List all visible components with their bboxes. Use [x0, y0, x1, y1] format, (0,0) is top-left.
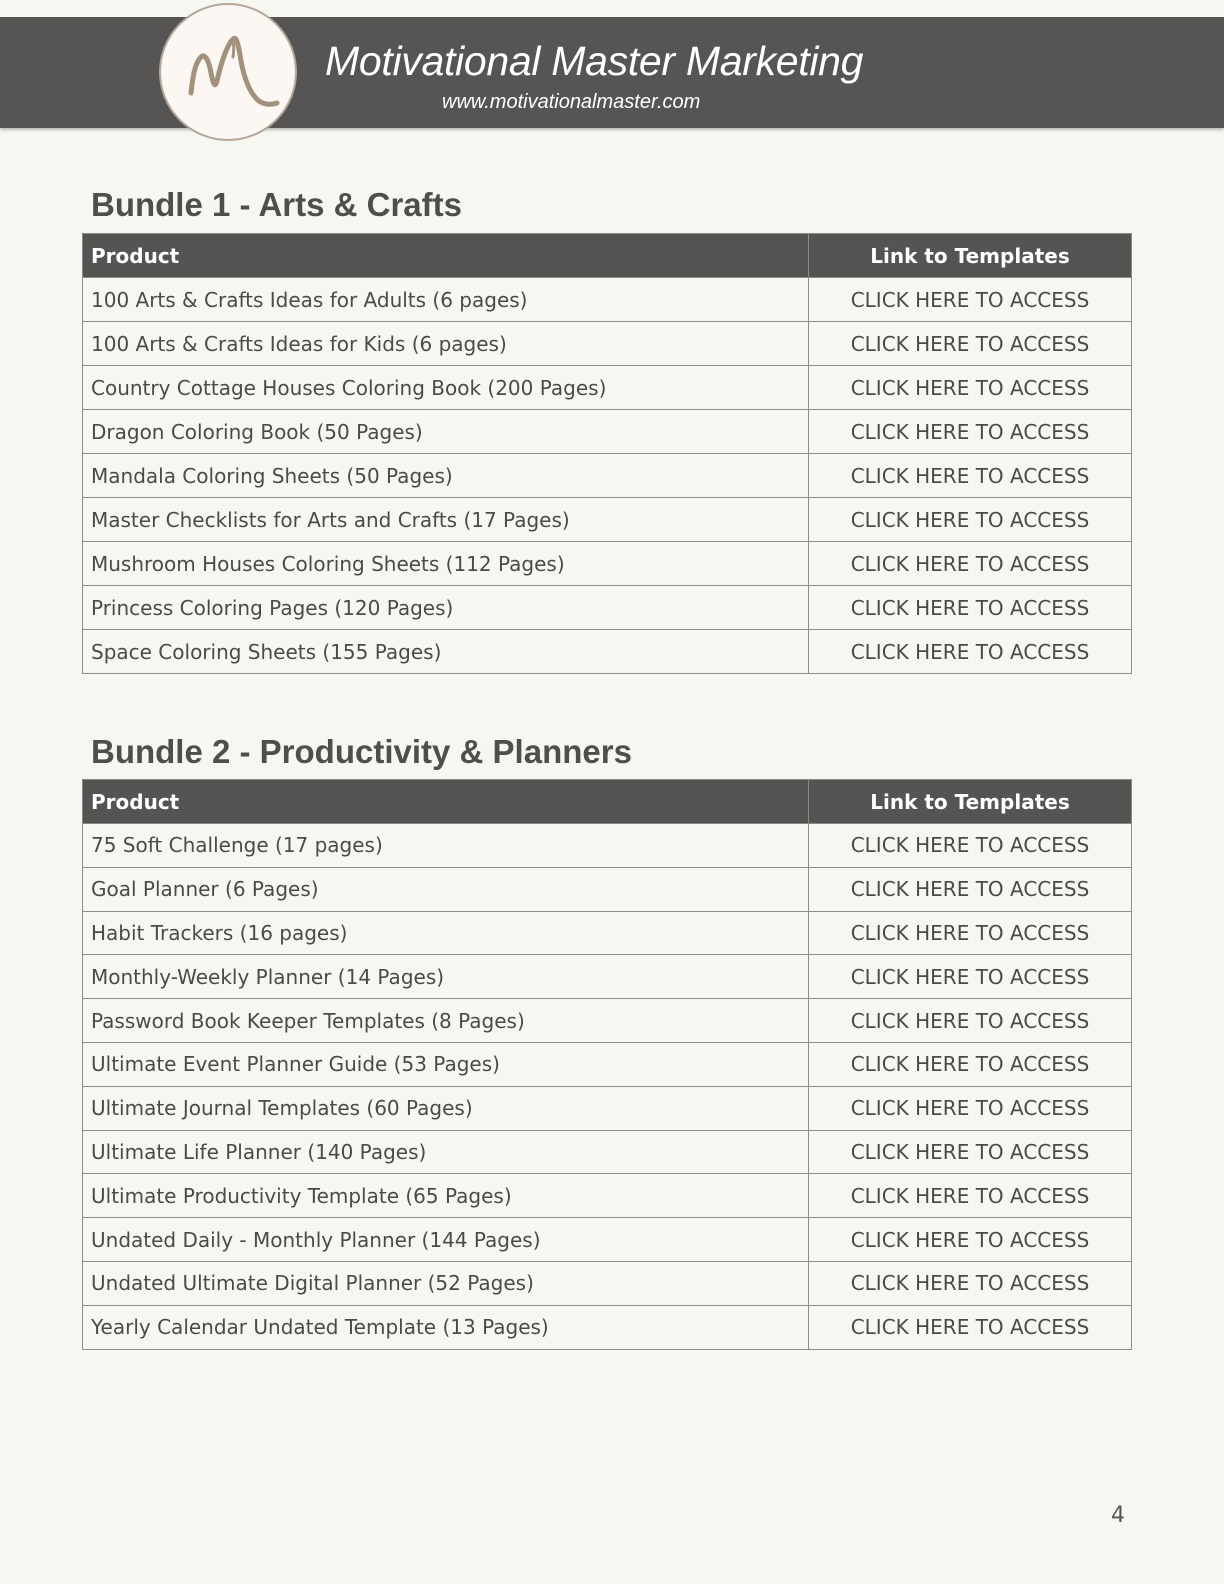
product-name: Goal Planner (6 Pages) [83, 867, 809, 911]
table-row [83, 911, 1132, 955]
table-row [83, 1130, 1132, 1174]
access-link[interactable]: CLICK HERE TO ACCESS [809, 867, 1132, 911]
link-column-header: Link to Templates [809, 234, 1132, 278]
product-name: Yearly Calendar Undated Template (13 Pages) [83, 1305, 809, 1349]
access-link[interactable]: CLICK HERE TO ACCESS [809, 322, 1132, 366]
product-name: Ultimate Event Planner Guide (53 Pages) [83, 1042, 809, 1086]
table-row [83, 630, 1132, 674]
table-row [83, 1218, 1132, 1262]
table-row [83, 542, 1132, 586]
access-link[interactable]: CLICK HERE TO ACCESS [809, 911, 1132, 955]
table-row [83, 454, 1132, 498]
access-link[interactable]: CLICK HERE TO ACCESS [809, 824, 1132, 868]
table-row [83, 366, 1132, 410]
product-name: Country Cottage Houses Coloring Book (200 Pages) [83, 366, 809, 410]
product-name: Habit Trackers (16 pages) [83, 911, 809, 955]
access-link[interactable]: CLICK HERE TO ACCESS [809, 1305, 1132, 1349]
m-signature-logo-icon [161, 5, 295, 139]
product-name: Ultimate Life Planner (140 Pages) [83, 1130, 809, 1174]
product-name: Master Checklists for Arts and Crafts (17 Pages) [83, 498, 809, 542]
access-link[interactable]: CLICK HERE TO ACCESS [809, 1086, 1132, 1130]
link-column-header: Link to Templates [809, 780, 1132, 824]
table-header-row [83, 234, 1132, 278]
table-row [83, 322, 1132, 366]
bundle-2-title: Bundle 2 - Productivity & Planners [91, 733, 632, 770]
product-name: Princess Coloring Pages (120 Pages) [83, 586, 809, 630]
product-name: 100 Arts & Crafts Ideas for Kids (6 pages) [83, 322, 809, 366]
table-row [83, 824, 1132, 868]
table-row [83, 1261, 1132, 1305]
access-link[interactable]: CLICK HERE TO ACCESS [809, 999, 1132, 1043]
product-name: Space Coloring Sheets (155 Pages) [83, 630, 809, 674]
access-link[interactable]: CLICK HERE TO ACCESS [809, 1174, 1132, 1218]
access-link[interactable]: CLICK HERE TO ACCESS [809, 955, 1132, 999]
access-link[interactable]: CLICK HERE TO ACCESS [809, 586, 1132, 630]
table-row [83, 1174, 1132, 1218]
access-link[interactable]: CLICK HERE TO ACCESS [809, 278, 1132, 322]
page-number: 4 [1111, 1503, 1125, 1528]
table-header-row [83, 780, 1132, 824]
product-name: Monthly-Weekly Planner (14 Pages) [83, 955, 809, 999]
table-row [83, 498, 1132, 542]
table-row [83, 999, 1132, 1043]
product-name: Dragon Coloring Book (50 Pages) [83, 410, 809, 454]
product-name: 75 Soft Challenge (17 pages) [83, 824, 809, 868]
product-name: Undated Ultimate Digital Planner (52 Pages) [83, 1261, 809, 1305]
access-link[interactable]: CLICK HERE TO ACCESS [809, 1130, 1132, 1174]
product-name: 100 Arts & Crafts Ideas for Adults (6 pages) [83, 278, 809, 322]
table-row [83, 278, 1132, 322]
access-link[interactable]: CLICK HERE TO ACCESS [809, 1042, 1132, 1086]
product-name: Password Book Keeper Templates (8 Pages) [83, 999, 809, 1043]
access-link[interactable]: CLICK HERE TO ACCESS [809, 630, 1132, 674]
table-row [83, 867, 1132, 911]
product-column-header: Product [83, 234, 809, 278]
product-name: Undated Daily - Monthly Planner (144 Pages) [83, 1218, 809, 1262]
brand-url[interactable]: www.motivationalmaster.com [442, 91, 701, 113]
table-row [83, 955, 1132, 999]
logo [159, 3, 297, 141]
access-link[interactable]: CLICK HERE TO ACCESS [809, 542, 1132, 586]
bundle-1-table [82, 233, 1132, 674]
access-link[interactable]: CLICK HERE TO ACCESS [809, 1218, 1132, 1262]
bundle-2-table [82, 779, 1132, 1350]
access-link[interactable]: CLICK HERE TO ACCESS [809, 1261, 1132, 1305]
access-link[interactable]: CLICK HERE TO ACCESS [809, 410, 1132, 454]
product-name: Mushroom Houses Coloring Sheets (112 Pages) [83, 542, 809, 586]
product-name: Ultimate Productivity Template (65 Pages) [83, 1174, 809, 1218]
table-row [83, 1305, 1132, 1349]
table-row [83, 1042, 1132, 1086]
product-name: Ultimate Journal Templates (60 Pages) [83, 1086, 809, 1130]
table-row [83, 1086, 1132, 1130]
product-name: Mandala Coloring Sheets (50 Pages) [83, 454, 809, 498]
access-link[interactable]: CLICK HERE TO ACCESS [809, 366, 1132, 410]
access-link[interactable]: CLICK HERE TO ACCESS [809, 454, 1132, 498]
access-link[interactable]: CLICK HERE TO ACCESS [809, 498, 1132, 542]
bundle-1-title: Bundle 1 - Arts & Crafts [91, 186, 462, 223]
product-column-header: Product [83, 780, 809, 824]
brand-title: Motivational Master Marketing [325, 38, 864, 84]
table-row [83, 586, 1132, 630]
table-row [83, 410, 1132, 454]
